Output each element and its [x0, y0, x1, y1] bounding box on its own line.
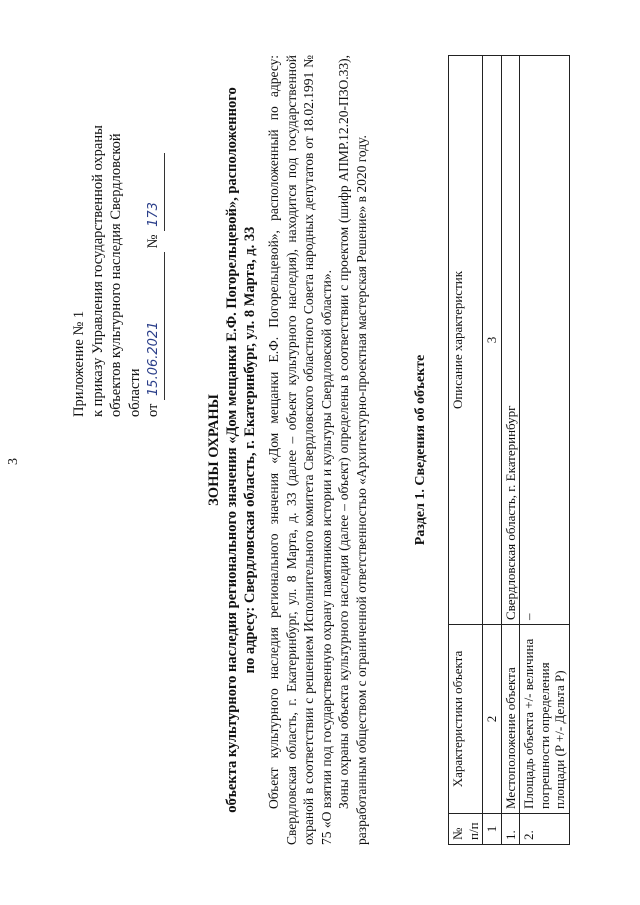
table-header-row — [449, 56, 483, 845]
appendix-header — [70, 37, 165, 417]
table-row — [501, 56, 520, 845]
number-prefix: № — [145, 234, 161, 249]
row-number: 1. — [501, 814, 520, 845]
body-text — [265, 55, 370, 845]
header-cell-characteristics: Характеристики объекта — [449, 625, 483, 814]
row-characteristic: Площадь объекта +/- величина погрешности определения площади (P +/- Дельта P) — [520, 625, 570, 814]
appendix-line-2: к приказу Управления государственной охраны — [89, 125, 106, 417]
header-cell-description: Описание характеристик — [449, 56, 483, 625]
table-index-row — [483, 56, 502, 845]
appendix-date-line — [144, 37, 165, 417]
title-line-2: объекта культурного наследия регионального значения «Дом мещанки Е.Ф. Погорельцевой», расположенного — [224, 87, 240, 813]
row-description: – — [520, 56, 570, 625]
index-cell: 3 — [483, 56, 502, 625]
date-prefix: от — [145, 403, 161, 417]
appendix-line-3: объектов культурного наследия Свердловской — [108, 133, 124, 417]
header-cell-number: № п/п — [449, 814, 483, 845]
section-title: Раздел 1. Сведения об объекте — [413, 354, 428, 546]
title-line-1: ЗОНЫ ОХРАНЫ — [206, 394, 222, 506]
paragraph-1: Объект культурного наследия регионального значения «Дом мещанки Е.Ф. Погорельцевой», расположенный по адресу: Свердловская область, г. Екатеринбург, ул. 8 Марта, д. 33 (далее – объект культурного наследия), находится под государственной охраной в соответствии с решением Исполнительного комитета Свердловского областного Совета народных депутатов от 18.02.1991 № 75 «О взятии под государственную охрану памятников истории и культуры Свердловской области». — [266, 55, 334, 845]
object-info-table — [448, 55, 570, 845]
row-characteristic: Местоположение объекта — [501, 625, 520, 814]
page-number: 3 — [6, 458, 21, 465]
title-line-3: по адресу: Свердловская область, г. Екатеринбург, ул. 8 Марта, д. 33 — [242, 226, 258, 674]
row-description: Свердловская область, г. Екатеринбург — [501, 56, 520, 625]
document-title — [205, 55, 259, 845]
handwritten-date: 15.06.2021 — [145, 252, 165, 400]
table-row — [520, 56, 570, 845]
paragraph-2: Зоны охраны объекта культурного наследия (далее – объект) определены в соответствии с проектом (шифр АПМР.12.20-П3О.33), разработанным обществом с ограниченной ответственностью «Архитектурно-проектная мастерская Решение» в 2020 году. — [336, 55, 369, 845]
appendix-line-1: Приложение № 1 — [71, 310, 87, 417]
index-cell: 1 — [483, 814, 502, 845]
handwritten-number: 173 — [145, 153, 165, 231]
index-cell: 2 — [483, 625, 502, 814]
appendix-line-4: области — [126, 368, 143, 417]
row-number: 2. — [520, 814, 570, 845]
